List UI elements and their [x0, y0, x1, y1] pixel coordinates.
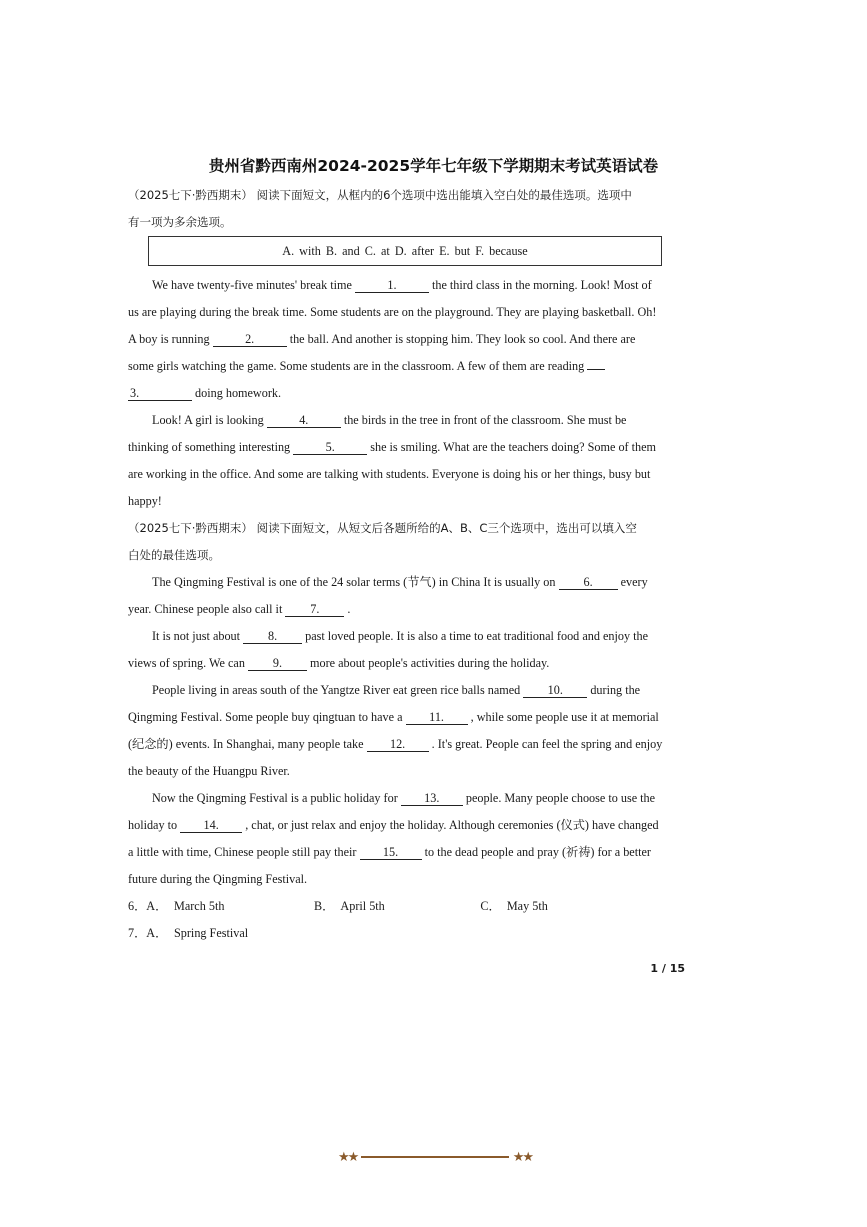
blank-12[interactable]: 12. — [367, 737, 429, 752]
passage-line: The Qingming Festival is one of the 24 solar terms (节气) in China It is usually on 6. every — [152, 575, 648, 589]
q6-option-c[interactable]: May 5th — [506, 899, 548, 913]
blank-3[interactable]: 3. — [128, 386, 192, 401]
passage-line: Look! A girl is looking 4. the birds in the tree in front of the classroom. She must be — [152, 413, 627, 427]
blank-4[interactable]: 4. — [267, 413, 341, 428]
section1-instruction-a: 阅读下面短文，从框内的6个选项中选出能填入空白处的最佳选项。选项中 — [256, 188, 632, 202]
page-title: 贵州省黔西南州2024-2025学年七年级下学期期末考试英语试卷 — [208, 157, 659, 175]
page-number: 1 / 15 — [650, 962, 685, 975]
passage-line: future during the Qingming Festival. — [128, 872, 308, 886]
passage-line: (纪念的) events. In Shanghai, many people take 12. . It's great. People can feel the spring and enjoy — [128, 737, 663, 751]
section1-passage — [128, 272, 686, 515]
passage-line: year. Chinese people also call it 7. . — [128, 602, 351, 616]
passage-line: Now the Qingming Festival is a public holiday for 13. people. Many people choose to use the — [152, 791, 656, 805]
question-7: 7．A． Spring Festival — [128, 926, 249, 940]
blank-3-start[interactable] — [587, 369, 605, 370]
footer-rule — [361, 1156, 508, 1158]
blank-15[interactable]: 15. — [360, 845, 422, 860]
passage-line: We have twenty-five minutes' break time 1. the third class in the morning. Look! Most of — [152, 278, 652, 292]
passage-line: a little with time, Chinese people still pay their 15. to the dead people and pray (祈祷) for a better — [128, 845, 651, 859]
passage-line: People living in areas south of the Yangtze River eat green rice balls named 10. during the — [152, 683, 641, 697]
star-icon: ★★ — [512, 1149, 532, 1165]
blank-7[interactable]: 7. — [285, 602, 344, 617]
blank-11[interactable]: 11. — [406, 710, 468, 725]
section2-instruction-b: 白处的最佳选项。 — [128, 548, 220, 562]
section1-header — [128, 182, 686, 209]
options-box: A. with B. and C. at D. after E. but F. because — [148, 236, 662, 266]
blank-10[interactable]: 10. — [523, 683, 587, 698]
passage-line: It is not just about 8. past loved people. It is also a time to eat traditional food and enjoy the — [152, 629, 648, 643]
section1-instruction-b: 有一项为多余选项。 — [128, 215, 232, 229]
footer-ornament — [338, 1146, 532, 1168]
blank-9[interactable]: 9. — [248, 656, 307, 671]
blank-14[interactable]: 14. — [180, 818, 242, 833]
section1-source: （2025七下·黔西期末） — [128, 188, 253, 202]
q6-option-b[interactable]: April 5th — [340, 899, 385, 913]
passage-line: Qingming Festival. Some people buy qingtuan to have a 11. , while some people use it at memorial — [128, 710, 659, 724]
passage-line: the beauty of the Huangpu River. — [128, 764, 290, 778]
star-icon: ★★ — [338, 1149, 358, 1165]
passage-line: us are playing during the break time. Some students are on the playground. They are playing basketball. Oh! — [128, 305, 657, 319]
section2-source: （2025七下·黔西期末） — [128, 521, 253, 535]
passage-line: some girls watching the game. Some students are in the classroom. A few of them are reading — [128, 353, 686, 380]
blank-8[interactable]: 8. — [243, 629, 302, 644]
q7-option-a[interactable]: Spring Festival — [174, 926, 249, 940]
passage-line: views of spring. We can 9. more about people's activities during the holiday. — [128, 656, 550, 670]
q6-option-a[interactable]: March 5th — [174, 899, 225, 913]
passage-line: happy! — [128, 494, 162, 508]
passage-line: thinking of something interesting 5. she is smiling. What are the teachers doing? Some of them — [128, 440, 657, 454]
passage-line: 3. doing homework. — [130, 386, 282, 400]
section2-header — [128, 515, 686, 542]
question-6: 6．A． March 5th B． April 5th C． May 5th — [128, 893, 686, 920]
blank-5[interactable]: 5. — [293, 440, 367, 455]
passage-line: are working in the office. And some are talking with students. Everyone is doing his or her things, busy but — [128, 467, 651, 481]
section2-instruction-a: 阅读下面短文，从短文后各题所给的A、B、C三个选项中，选出可以填入空 — [256, 521, 637, 535]
passage-line: A boy is running 2. the ball. And another is stopping him. They look so cool. And there are — [128, 332, 636, 346]
content — [128, 182, 686, 947]
section2-passage — [128, 569, 686, 893]
blank-6[interactable]: 6. — [559, 575, 618, 590]
blank-13[interactable]: 13. — [401, 791, 463, 806]
passage-line: holiday to 14. , chat, or just relax and enjoy the holiday. Although ceremonies (仪式) have changed — [128, 818, 659, 832]
blank-1[interactable]: 1. — [355, 278, 429, 293]
blank-2[interactable]: 2. — [213, 332, 287, 347]
